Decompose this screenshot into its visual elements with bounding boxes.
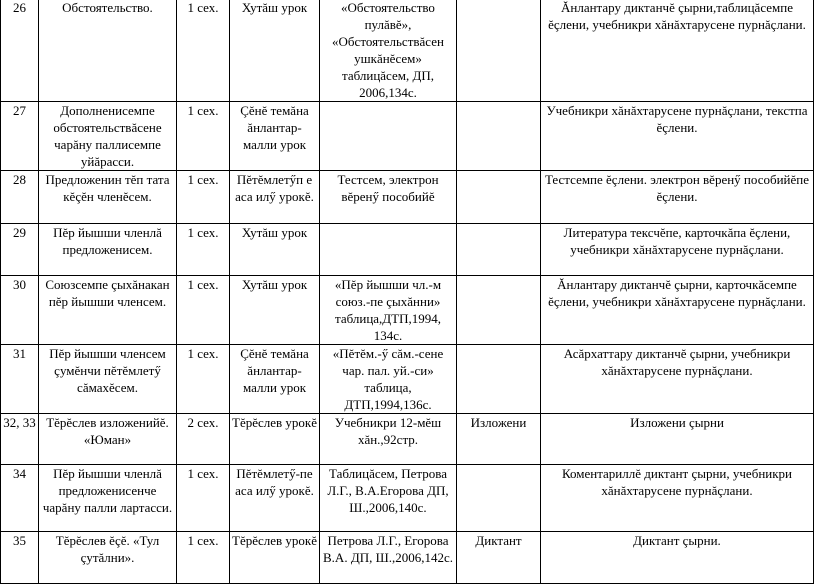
table-row <box>1 465 814 532</box>
lesson-hours: 1 сех. <box>177 171 230 224</box>
lesson-topic: Союзсемпе çыхăнакан пĕр йышши членсем. <box>39 276 177 345</box>
lesson-number: 35 <box>1 532 39 584</box>
lesson-hours: 2 сех. <box>177 414 230 465</box>
lesson-visual-aids: Учебникри 12-мĕш хăн.,92стр. <box>320 414 457 465</box>
lesson-visual-aids <box>320 102 457 171</box>
lesson-hours: 1 сех. <box>177 0 230 102</box>
lesson-student-activity: Коментариллĕ диктант çырни, учебникри хăнăхтарусене пурнăçлани. <box>541 465 814 532</box>
lesson-number: 32, 33 <box>1 414 39 465</box>
lesson-topic: Дополненисемпе обстоятельствăсене чарăну паллисемпе уйăрасси. <box>39 102 177 171</box>
lesson-topic: Пĕр йышши членсем çумĕнчи пĕтĕмлетӳ сăмахĕсем. <box>39 345 177 414</box>
table-body <box>1 0 814 584</box>
lesson-control-form <box>457 276 541 345</box>
lesson-student-activity: Тестсемпе ĕçлени. электрон вĕренӳ пособийĕпе ĕçлени. <box>541 171 814 224</box>
lesson-control-form <box>457 102 541 171</box>
lesson-hours: 1 сех. <box>177 276 230 345</box>
lesson-student-activity: Изложени çырни <box>541 414 814 465</box>
lesson-number: 31 <box>1 345 39 414</box>
lesson-type: Тĕрĕслев урокĕ <box>230 532 320 584</box>
lesson-student-activity: Диктант çырни. <box>541 532 814 584</box>
lesson-number: 27 <box>1 102 39 171</box>
lesson-student-activity: Асăрхаттару диктанчĕ çырни, учебникри хăнăхтарусене пурнăçлани. <box>541 345 814 414</box>
lesson-hours: 1 сех. <box>177 532 230 584</box>
lesson-topic: Тĕрĕслев ĕçĕ. «Тул çутăлни». <box>39 532 177 584</box>
lesson-type: Тĕрĕслев урокĕ <box>230 414 320 465</box>
lesson-visual-aids <box>320 224 457 276</box>
lesson-control-form <box>457 171 541 224</box>
lesson-number: 34 <box>1 465 39 532</box>
lesson-control-form <box>457 345 541 414</box>
lesson-visual-aids: «Пĕр йышши чл.-м союз.-пе çыхăнни» таблица,ДТП,1994, 134с. <box>320 276 457 345</box>
lesson-type: Пĕтĕмлетӳп е аса илӳ урокĕ. <box>230 171 320 224</box>
lesson-type: Хутăш урок <box>230 276 320 345</box>
lesson-type: Хутăш урок <box>230 0 320 102</box>
lesson-topic: Обстоятельство. <box>39 0 177 102</box>
table-row <box>1 414 814 465</box>
lesson-control-form: Диктант <box>457 532 541 584</box>
lesson-hours: 1 сех. <box>177 345 230 414</box>
lesson-control-form: Изложени <box>457 414 541 465</box>
lesson-hours: 1 сех. <box>177 465 230 532</box>
lesson-type: Пĕтĕмлетӳ-пе аса илӳ урокĕ. <box>230 465 320 532</box>
lesson-hours: 1 сех. <box>177 102 230 171</box>
lesson-topic: Пĕр йышши членлă предложенисем. <box>39 224 177 276</box>
lesson-type: Çĕнĕ темăна ăнлантар-малли урок <box>230 345 320 414</box>
table-row <box>1 171 814 224</box>
lesson-topic: Тĕрĕслев изложенийĕ. «Юман» <box>39 414 177 465</box>
lesson-number: 30 <box>1 276 39 345</box>
table-row <box>1 0 814 102</box>
lesson-hours: 1 сех. <box>177 224 230 276</box>
lesson-visual-aids: Таблицăсем, Петрова Л.Г., В.А.Егорова ДП, Ш.,2006,140с. <box>320 465 457 532</box>
lesson-control-form <box>457 465 541 532</box>
lesson-number: 28 <box>1 171 39 224</box>
lesson-student-activity: Ăнлантару диктанчĕ çырни,таблицăсемпе ĕçлени, учебникри хăнăхтарусене пурнăçлани. <box>541 0 814 102</box>
lesson-visual-aids: Тестсем, электрон вĕренӳ пособийĕ <box>320 171 457 224</box>
lesson-number: 26 <box>1 0 39 102</box>
lesson-control-form <box>457 224 541 276</box>
lesson-student-activity: Ăнлантару диктанчĕ çырни, карточкăсемпе ĕçлени, учебникри хăнăхтарусене пурнăçлани. <box>541 276 814 345</box>
table-row <box>1 276 814 345</box>
lesson-control-form <box>457 0 541 102</box>
table-row <box>1 102 814 171</box>
lesson-type: Çĕнĕ темăна ăнлантар-малли урок <box>230 102 320 171</box>
lesson-number: 29 <box>1 224 39 276</box>
lesson-visual-aids: «Пĕтĕм.-ӳ сăм.-сене чар. пал. уй.-си» таблица, ДТП,1994,136с. <box>320 345 457 414</box>
lesson-type: Хутăш урок <box>230 224 320 276</box>
lesson-topic: Пĕр йышши членлă предложенисенче чарăну палли лартасси. <box>39 465 177 532</box>
lesson-student-activity: Литература тексчĕпе, карточкăпа ĕçлени, учебникри хăнăхтарусене пурнăçлани. <box>541 224 814 276</box>
table-row <box>1 345 814 414</box>
lesson-topic: Предложенин тĕп тата кĕçĕн членĕсем. <box>39 171 177 224</box>
lesson-student-activity: Учебникри хăнăхтарусене пурнăçлани, текстпа ĕçлени. <box>541 102 814 171</box>
lesson-visual-aids: «Обстоятельство пулăвĕ», «Обстоятельствăсен ушкăнĕсем» таблицăсем, ДП, 2006,134с. <box>320 0 457 102</box>
lesson-visual-aids: Петрова Л.Г., Егорова В.А. ДП, Ш.,2006,142с. <box>320 532 457 584</box>
table-row <box>1 224 814 276</box>
table-row <box>1 532 814 584</box>
